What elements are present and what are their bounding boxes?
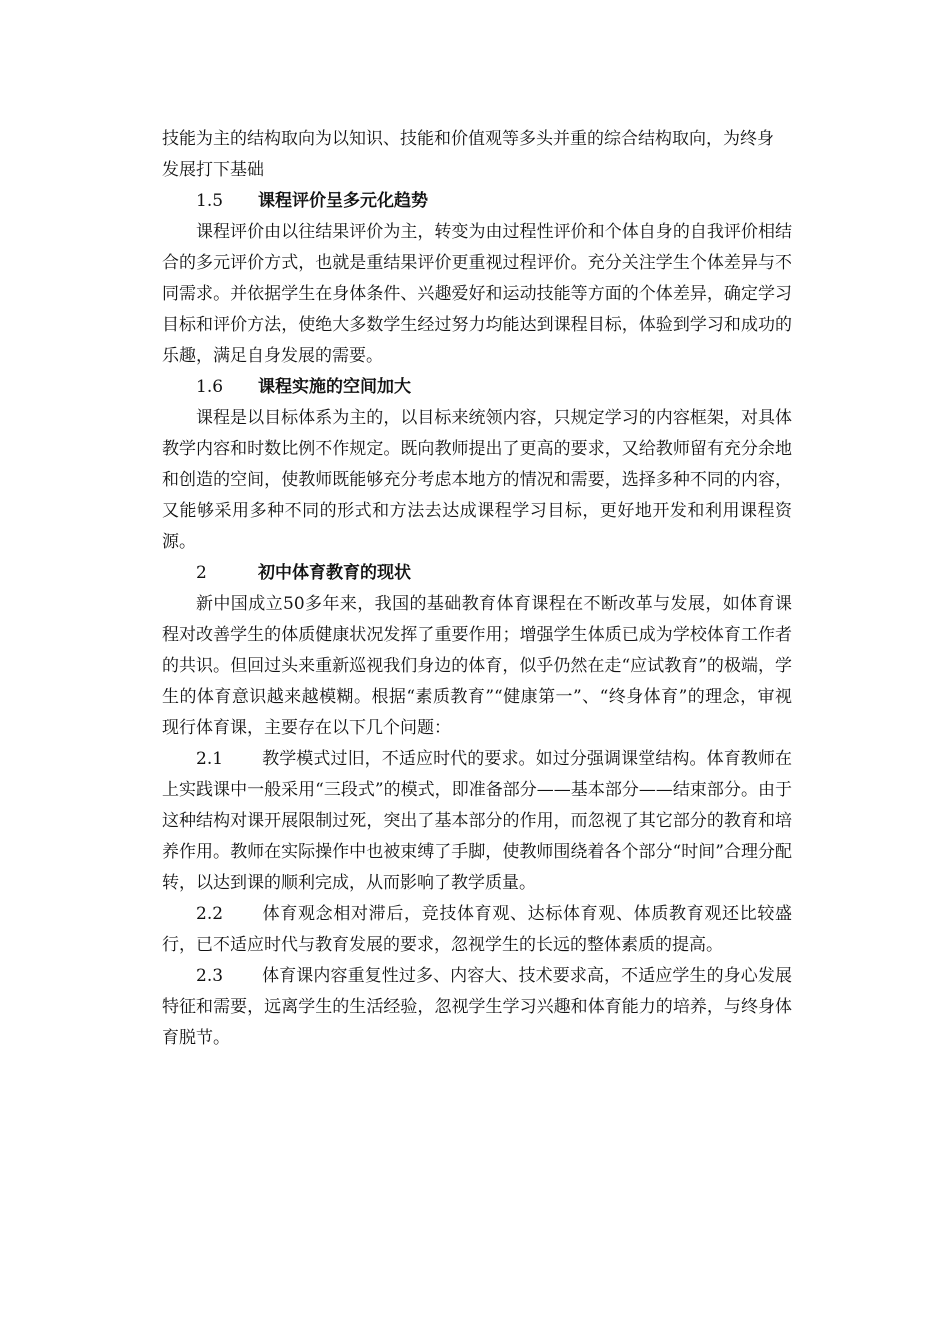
intro-line-1: 技能为主的结构取向为以知识、技能和价值观等多头并重的综合结构取向，为终身 xyxy=(162,129,774,149)
item-number: 2.3 xyxy=(196,966,224,986)
section-heading-2 xyxy=(162,558,792,589)
list-item-2-2 xyxy=(162,899,792,961)
item-text: 教学模式过旧，不适应时代的要求。如过分强调课堂结构。体育教师在上实践课中一般采用“三段式”的模式，即准备部分——基本部分——结束部分。由于这种结构对课开展限制过死，突出了基本部分的作用，而忽视了其它部分的教育和培养作用。教师在实际操作中也被束缚了手脚，使教师围绕着各个部分“时间”合理分配转，以达到课的顺利完成，从而影响了教学质量。 xyxy=(162,749,792,893)
item-number: 2.2 xyxy=(196,904,224,924)
section-title: 课程实施的空间加大 xyxy=(258,377,411,397)
section-heading-1-6 xyxy=(162,372,792,403)
item-text: 体育观念相对滞后，竞技体育观、达标体育观、体质教育观还比较盛行，已不适应时代与教育发展的要求，忽视学生的长远的整体素质的提高。 xyxy=(162,904,792,955)
document-body xyxy=(162,124,792,1054)
section-paragraph: 课程是以目标体系为主的，以目标来统领内容，只规定学习的内容框架，对具体教学内容和时数比例不作规定。既向教师提出了更高的要求，又给教师留有充分余地和创造的空间，使教师既能够充分考虑本地方的情况和需要，选择多种不同的内容，又能够采用多种不同的形式和方法去达成课程学习目标，更好地开发和利用课程资源。 xyxy=(162,408,792,552)
list-item-2-1 xyxy=(162,744,792,899)
section-title: 课程评价呈多元化趋势 xyxy=(258,191,428,211)
list-item-2-3 xyxy=(162,961,792,1054)
section-number: 2 xyxy=(196,563,207,583)
item-number: 2.1 xyxy=(196,749,224,769)
section-number: 1.5 xyxy=(196,191,224,211)
item-text: 体育课内容重复性过多、内容大、技术要求高，不适应学生的身心发展特征和需要，远离学生的生活经验，忽视学生学习兴趣和体育能力的培养，与终身体育脱节。 xyxy=(162,966,792,1048)
section-paragraph: 新中国成立50多年来，我国的基础教育体育课程在不断改革与发展，如体育课程对改善学生的体质健康状况发挥了重要作用；增强学生体质已成为学校体育工作者的共识。但回过头来重新巡视我们身边的体育，似乎仍然在走“应试教育”的极端，学生的体育意识越来越模糊。根据“素质教育”“健康第一”、“终身体育”的理念，审视现行体育课，主要存在以下几个问题： xyxy=(162,594,792,738)
section-number: 1.6 xyxy=(196,377,224,397)
intro-line-2: 发展打下基础 xyxy=(162,160,264,180)
section-heading-1-5 xyxy=(162,186,792,217)
section-title: 初中体育教育的现状 xyxy=(258,563,411,583)
section-paragraph: 课程评价由以往结果评价为主，转变为由过程性评价和个体自身的自我评价相结合的多元评价方式，也就是重结果评价更重视过程评价。充分关注学生个体差异与不同需求。并依据学生在身体条件、兴趣爱好和运动技能等方面的个体差异，确定学习目标和评价方法，使绝大多数学生经过努力均能达到课程目标，体验到学习和成功的乐趣，满足自身发展的需要。 xyxy=(162,222,792,366)
